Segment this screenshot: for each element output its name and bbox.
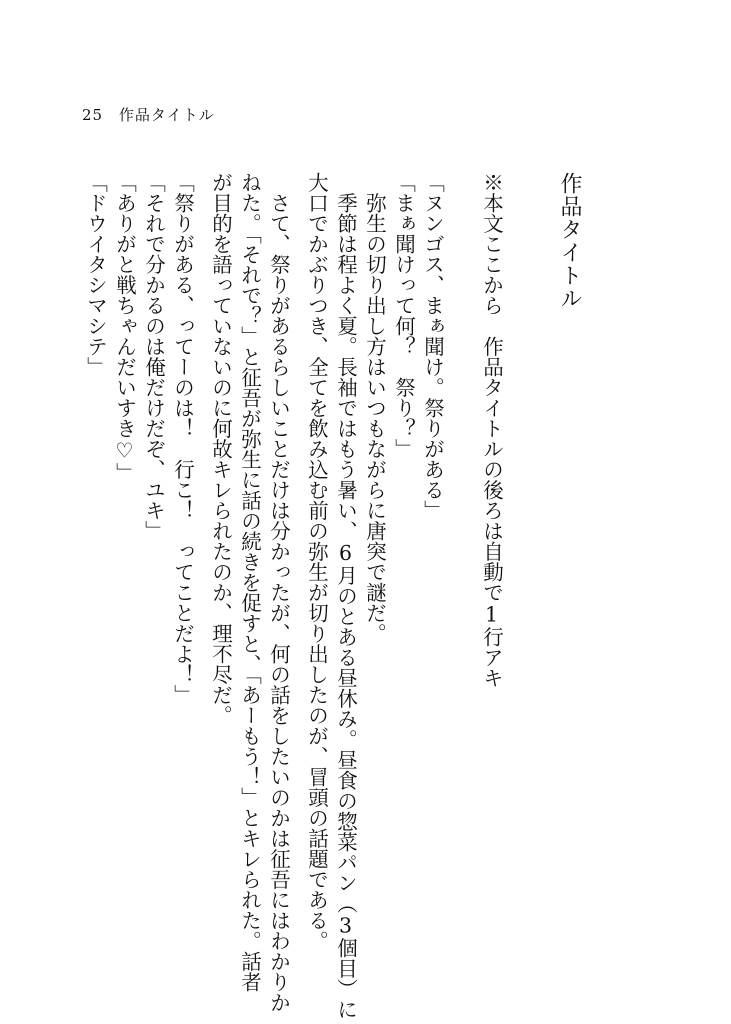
text-line-6: さて、祭りがあるらしいことだけは分かったが、何の話をしたいのかは征吾にはわかりか xyxy=(266,172,291,1013)
text-line-1: 「ヌンゴス、まぁ聞け。祭りがある」 xyxy=(420,172,445,521)
page-header xyxy=(82,104,215,125)
text-line-11: 「ありがと戦ちゃんだいすき♡」 xyxy=(112,172,137,483)
text-line-10: 「それで分かるのは俺だけだぞ、ユキ」 xyxy=(141,172,166,541)
text-line-7: ねた。「それで？」と征吾が弥生に話の続きを促すと、「あーもう！」とキレられた。話者 xyxy=(237,172,262,992)
note-line: ※本文ここから 作品タイトルの後ろは自動で1行アキ xyxy=(479,172,504,688)
text-line-4: 季節は程よく夏。長袖ではもう暑い、6月のとある昼休み。昼食の惣菜パン（3個目）に xyxy=(333,172,358,1020)
text-line-8: が目的を語っていないのに何故キレられたのか、理不尽だ。 xyxy=(208,172,233,726)
text-line-12: 「ドウイタシマシテ」 xyxy=(83,172,108,377)
running-title: 作品タイトル xyxy=(118,106,215,124)
text-line-3: 弥生の切り出し方はいつもながらに唐突で謎だ。 xyxy=(362,172,387,644)
text-line-9: 「祭りがある、ってーのは！ 行こ！ ってことだよ！」 xyxy=(170,172,195,705)
chapter-title: 作品タイトル xyxy=(557,172,582,310)
text-line-5: 大口でかぶりつき、全てを飲み込む前の弥生が切り出したのが、冒頭の話題である。 xyxy=(304,172,329,951)
text-line-2: 「まぁ聞けって何？ 祭り？」 xyxy=(391,172,416,459)
page-number: 25 xyxy=(82,106,104,124)
